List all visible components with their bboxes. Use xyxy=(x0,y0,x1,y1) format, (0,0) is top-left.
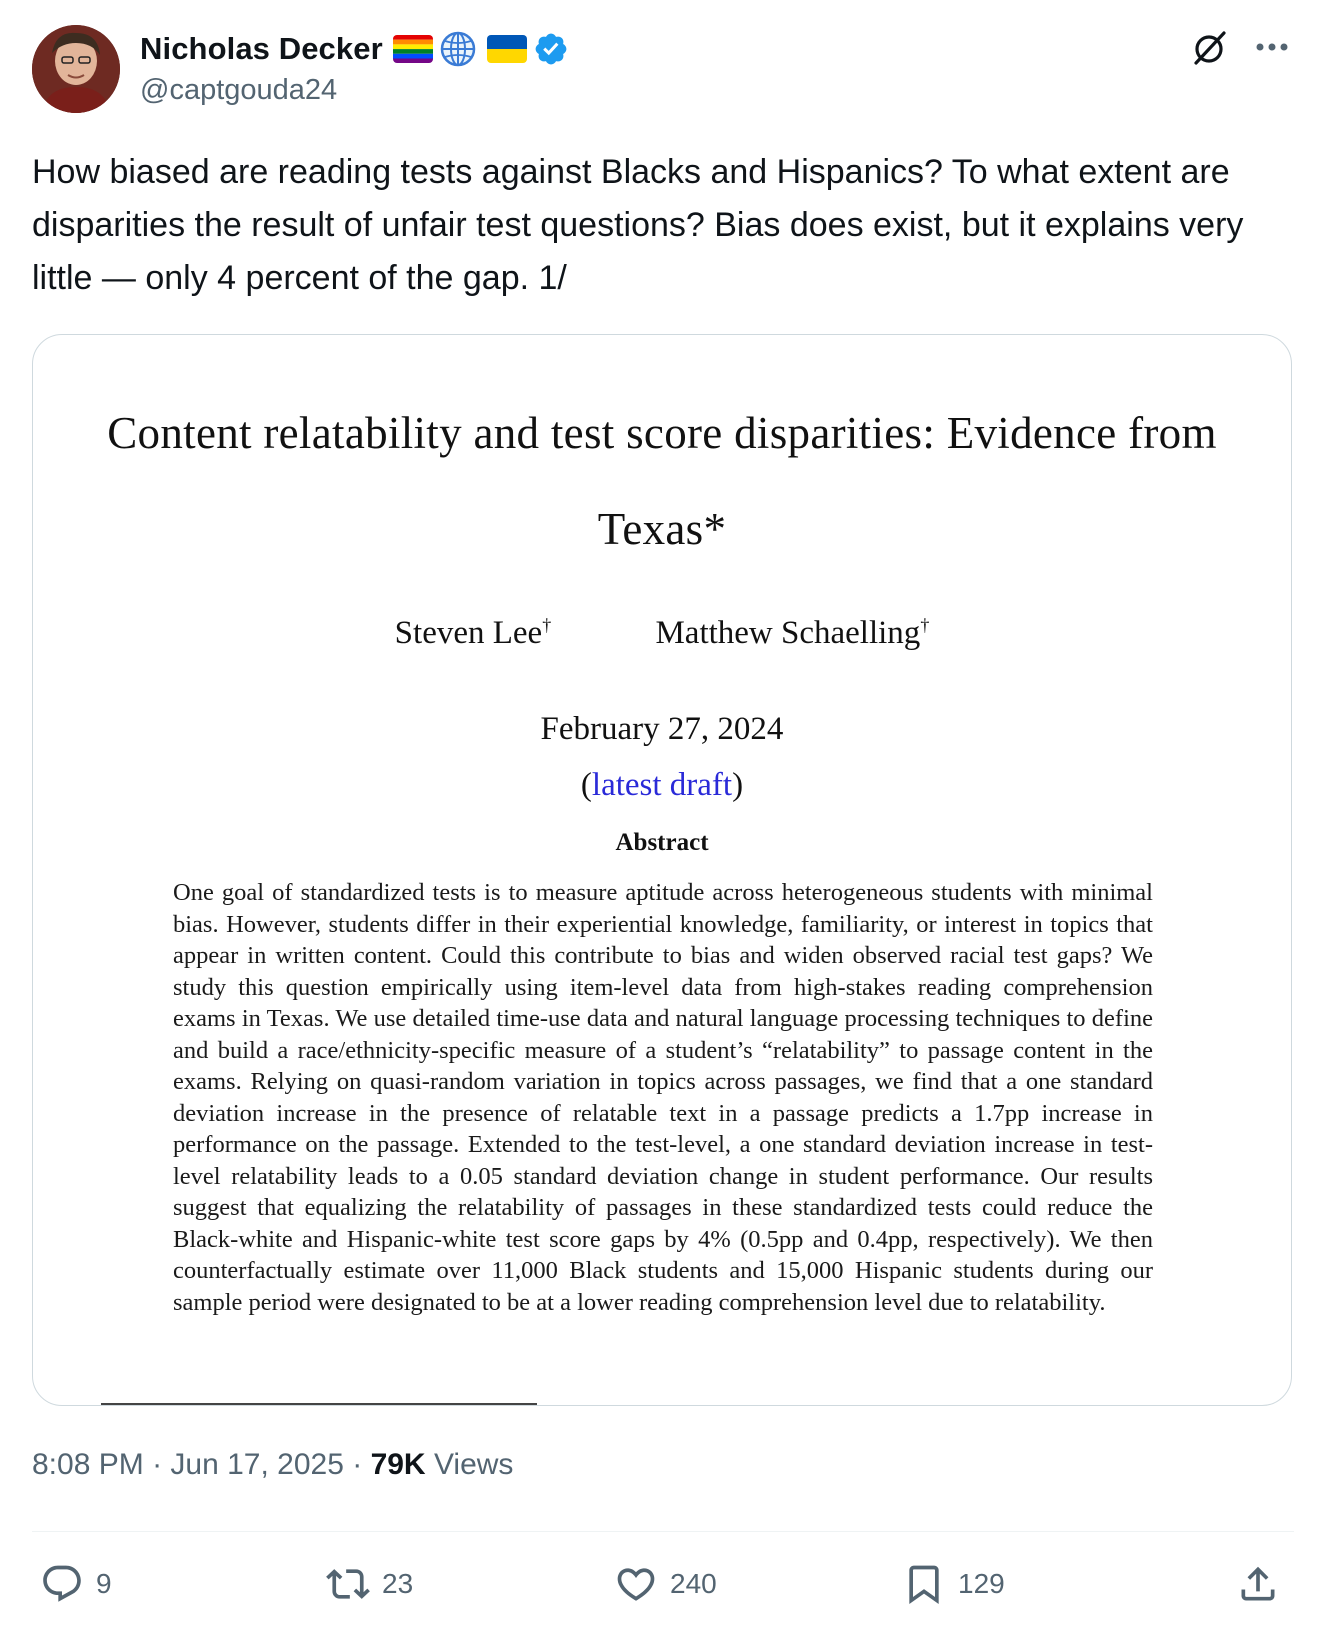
bookmark-count: 129 xyxy=(958,1568,1005,1599)
paper-author xyxy=(655,615,929,652)
reply-button[interactable] xyxy=(40,1554,112,1614)
paper-author-mark: † xyxy=(920,615,930,635)
latest-draft-link: latest draft xyxy=(591,767,733,803)
repost-count: 23 xyxy=(382,1568,414,1599)
paper-author-name: Matthew Schaelling xyxy=(655,615,921,651)
abstract-body: One goal of standardized tests is to measure aptitude across heterogeneous students with minimal bias. However, students differ in their experiential knowledge, familiarity, or interest in topics that appear in written content. Could this contribute to bias and widen observed racial test gaps? We study this question empirically using item-level data from high-stakes reading comprehension exams in Texas. We use detailed time-use data and natural language processing techniques to define and build a race/ethnicity-specific measure of a student’s “relatability” to passage content in the exams. Relying on quasi-random variation in topics across passages, we find that a one standard deviation increase in the presence of relatable text in a passage predicts a 1.7pp increase in performance on the passage. Extended to the test-level, a one standard deviation increase in test-level relatability leads to a 0.05 standard deviation change in student performance. Our results suggest that equalizing the relatability of passages in these standardized tests could reduce the Black-white and Hispanic-white test score gaps by 4% (0.5pp and 0.4pp, respectively). We then counterfactually estimate over 11,000 Black students and 15,000 Hispanic students during our sample period were designated to be at a lower reading comprehension level due to relatability. xyxy=(173,879,1153,1316)
footnote-rule xyxy=(101,1403,537,1405)
repost-icon xyxy=(326,1562,370,1606)
author-handle[interactable]: @captgouda24 xyxy=(140,74,338,106)
rainbow-flag-icon xyxy=(393,35,433,63)
paper-author-name: Steven Lee xyxy=(394,615,543,651)
tweet-time[interactable]: 8:08 PM xyxy=(32,1448,144,1481)
paper-title: Content relatability and test score disparities: Evidence from Texas* xyxy=(107,408,1217,554)
meta-separator: · xyxy=(143,1448,171,1481)
views-count: 79K xyxy=(370,1448,426,1481)
paper-authors xyxy=(33,615,1291,652)
heart-icon xyxy=(614,1562,658,1606)
tweet-date[interactable]: Jun 17, 2025 xyxy=(170,1448,344,1481)
repost-button[interactable] xyxy=(326,1554,413,1614)
paper-page xyxy=(33,335,1291,1405)
divider xyxy=(32,1531,1294,1532)
paper-author xyxy=(395,615,552,652)
tweet-text: How biased are reading tests against Blacks and Hispanics? To what extent are disparities the result of unfair test questions? Bias does exist, but it explains very little — only 4 percent of the gap. 1/ xyxy=(32,153,1244,297)
like-count: 240 xyxy=(670,1568,717,1599)
tweet-meta xyxy=(32,1448,513,1482)
meta-separator: · xyxy=(343,1448,371,1481)
paper-date: February 27, 2024 xyxy=(540,711,784,747)
like-button[interactable] xyxy=(614,1554,717,1614)
bookmark-icon xyxy=(902,1562,946,1606)
action-bar xyxy=(0,1554,1326,1614)
paper-draft-line xyxy=(33,767,1291,804)
reply-icon xyxy=(40,1562,84,1606)
globe-icon xyxy=(439,30,477,68)
avatar[interactable] xyxy=(32,25,120,113)
share-icon xyxy=(1236,1562,1280,1606)
views-label: Views xyxy=(425,1448,514,1481)
verified-badge-icon[interactable] xyxy=(533,31,569,67)
avatar-image xyxy=(32,25,120,113)
abstract-heading: Abstract xyxy=(615,829,709,856)
ukraine-flag-icon xyxy=(487,35,527,63)
paper-author-mark: † xyxy=(542,615,552,635)
grok-icon[interactable] xyxy=(1190,28,1230,68)
more-icon[interactable] xyxy=(1254,40,1290,54)
reply-count: 9 xyxy=(96,1568,112,1599)
display-name[interactable]: Nicholas Decker xyxy=(140,31,383,66)
media-image[interactable] xyxy=(32,334,1292,1406)
author-name-row xyxy=(140,28,569,70)
share-button[interactable] xyxy=(1236,1554,1280,1614)
draft-paren-close: ) xyxy=(732,767,744,803)
bookmark-button[interactable] xyxy=(902,1554,1005,1614)
draft-paren-open: ( xyxy=(580,767,592,803)
